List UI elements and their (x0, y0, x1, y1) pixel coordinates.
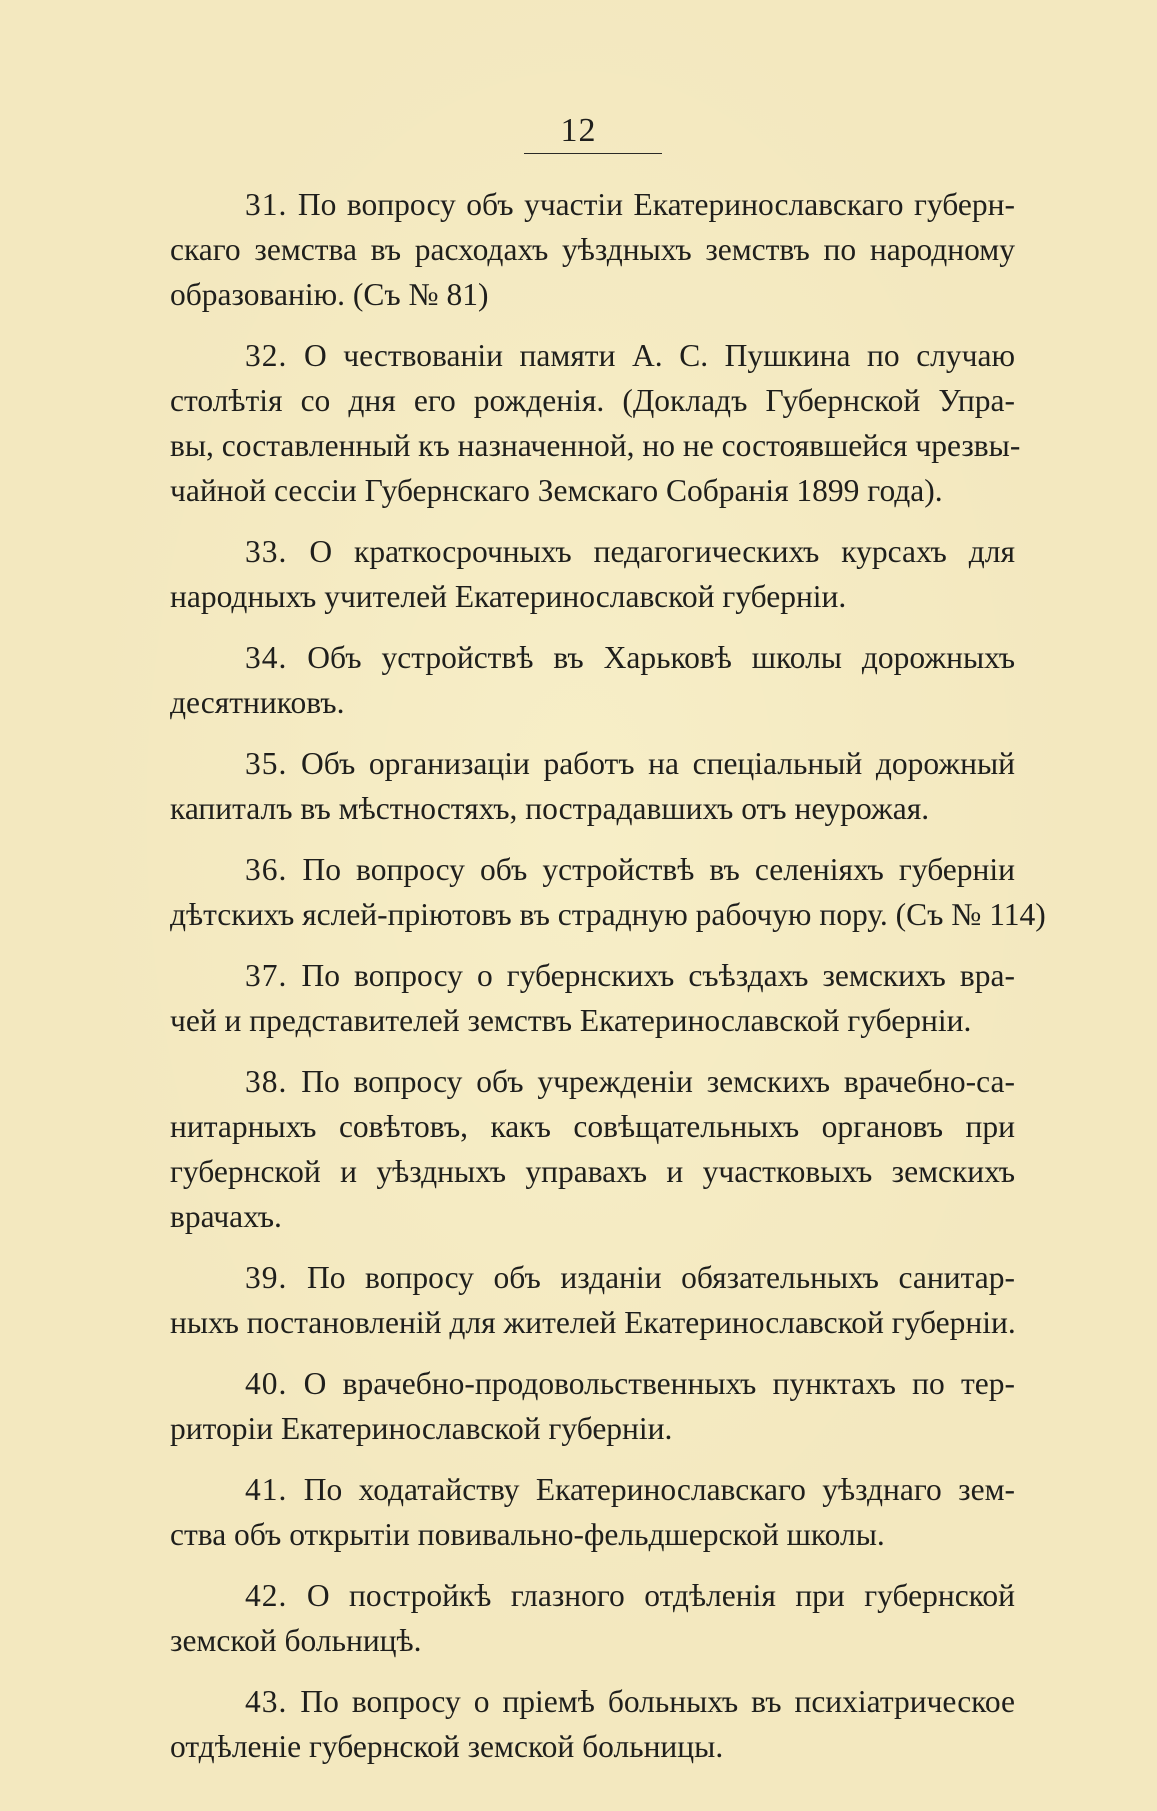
agenda-item-number: 34. (245, 640, 288, 675)
agenda-item-first-line (170, 1573, 1015, 1618)
agenda-item-line: капиталъ въ мѣстностяхъ, пострадавшихъ отъ неурожая. (170, 791, 930, 826)
agenda-item-number: 39. (245, 1260, 288, 1295)
agenda-item-line: скаго земства въ расходахъ уѣздныхъ земствъ по народному (170, 232, 1015, 267)
agenda-item-line: десятниковъ. (170, 685, 345, 720)
agenda-item-first-line (170, 1255, 1015, 1300)
agenda-item (170, 1059, 1015, 1239)
agenda-item-text: Объ устройствѣ въ Харьковѣ школы дорожныхъ (307, 640, 1015, 675)
agenda-item (170, 1679, 1015, 1769)
agenda-item-text: О краткосрочныхъ педагогическихъ курсахъ для (309, 534, 1015, 569)
agenda-item-first-line (170, 1361, 1015, 1406)
agenda-item-number: 35. (245, 746, 288, 781)
agenda-item-line: земской больницѣ. (170, 1623, 422, 1658)
agenda-item-text: О врачебно-продовольственныхъ пунктахъ по тер- (303, 1366, 1015, 1401)
agenda-item-text: По вопросу о пріемѣ больныхъ въ психіатрическое (300, 1684, 1016, 1719)
agenda-item-number: 38. (245, 1064, 288, 1099)
agenda-item-line: отдѣленіе губернской земской больницы. (170, 1729, 724, 1764)
agenda-item-number: 36. (245, 852, 288, 887)
page-number-rule (524, 153, 662, 154)
agenda-item (170, 1361, 1015, 1451)
agenda-item-number: 43. (245, 1684, 288, 1719)
agenda-item-first-line (170, 1059, 1015, 1104)
agenda-item-text: По вопросу объ участіи Екатеринославскаго губерн- (297, 187, 1016, 222)
agenda-item-text: По ходатайству Екатеринославскаго уѣзднаго зем- (303, 1472, 1015, 1507)
agenda-item (170, 1467, 1015, 1557)
page-number: 12 (560, 112, 597, 149)
agenda-item-text: О постройкѣ глазного отдѣленія при губернской (306, 1578, 1015, 1613)
agenda-item-line: народныхъ учителей Екатеринославской губерніи. (170, 579, 847, 614)
agenda-item (170, 635, 1015, 725)
agenda-item-number: 37. (245, 958, 288, 993)
agenda-item-line: дѣтскихъ яслей-пріютовъ въ страдную рабочую пору. (Съ № 114) (170, 897, 1046, 932)
agenda-item-first-line (170, 635, 1015, 680)
agenda-item-text: Объ организаціи работъ на спеціальный дорожный (300, 746, 1015, 781)
agenda-item (170, 1255, 1015, 1345)
agenda-item-first-line (170, 182, 1015, 227)
agenda-item-line: столѣтія со дня его рожденія. (Докладъ Губернской Упра- (170, 383, 1015, 418)
agenda-item (170, 529, 1015, 619)
agenda-item (170, 953, 1015, 1043)
agenda-item-number: 33. (245, 534, 288, 569)
agenda-item (170, 333, 1021, 513)
agenda-item-line: врачахъ. (170, 1199, 282, 1234)
agenda-item-text: О чествованіи памяти А. С. Пушкина по случаю (303, 338, 1016, 373)
agenda-item-number: 41. (245, 1472, 288, 1507)
agenda-item-line: чайной сессіи Губернскаго Земскаго Собранія 1899 года). (170, 473, 943, 508)
agenda-item-line: ства объ открытіи повивально-фельдшерской школы. (170, 1517, 885, 1552)
agenda-item-text: По вопросу объ устройствѣ въ селеніяхъ губерніи (302, 852, 1015, 887)
agenda-item-line: риторіи Екатеринославской губерніи. (170, 1411, 673, 1446)
agenda-item (170, 847, 1046, 937)
agenda-item-first-line (170, 847, 1015, 892)
agenda-item-line: губернской и уѣздныхъ управахъ и участковыхъ земскихъ (170, 1154, 1015, 1189)
agenda-item-number: 32. (245, 338, 288, 373)
agenda-item-number: 40. (245, 1366, 288, 1401)
agenda-list (170, 182, 1046, 1785)
agenda-item-line: чей и представителей земствъ Екатеринославской губерніи. (170, 1003, 972, 1038)
agenda-item-text: По вопросу объ изданіи обязательныхъ санитар- (306, 1260, 1015, 1295)
agenda-item-first-line (170, 953, 1015, 998)
agenda-item-text: По вопросу объ учрежденіи земскихъ врачебно-са- (301, 1064, 1015, 1099)
agenda-item-first-line (170, 741, 1015, 786)
agenda-item-line: ныхъ постановленій для жителей Екатеринославской губерніи. (170, 1305, 1016, 1340)
agenda-item-first-line (170, 529, 1015, 574)
agenda-item-number: 31. (245, 187, 288, 222)
agenda-item-line: вы, составленный къ назначенной, но не состоявшейся чрезвы- (170, 428, 1021, 463)
agenda-item-first-line (170, 1679, 1015, 1724)
agenda-item-number: 42. (245, 1578, 288, 1613)
agenda-item-line: образованію. (Съ № 81) (170, 277, 489, 312)
agenda-item-first-line (170, 333, 1015, 378)
agenda-item-text: По вопросу о губернскихъ съѣздахъ земскихъ вра- (301, 958, 1015, 993)
agenda-item (170, 182, 1015, 317)
agenda-item (170, 741, 1015, 831)
agenda-item (170, 1573, 1015, 1663)
agenda-item-line: нитарныхъ совѣтовъ, какъ совѣщательныхъ органовъ при (170, 1109, 1015, 1144)
agenda-item-first-line (170, 1467, 1015, 1512)
